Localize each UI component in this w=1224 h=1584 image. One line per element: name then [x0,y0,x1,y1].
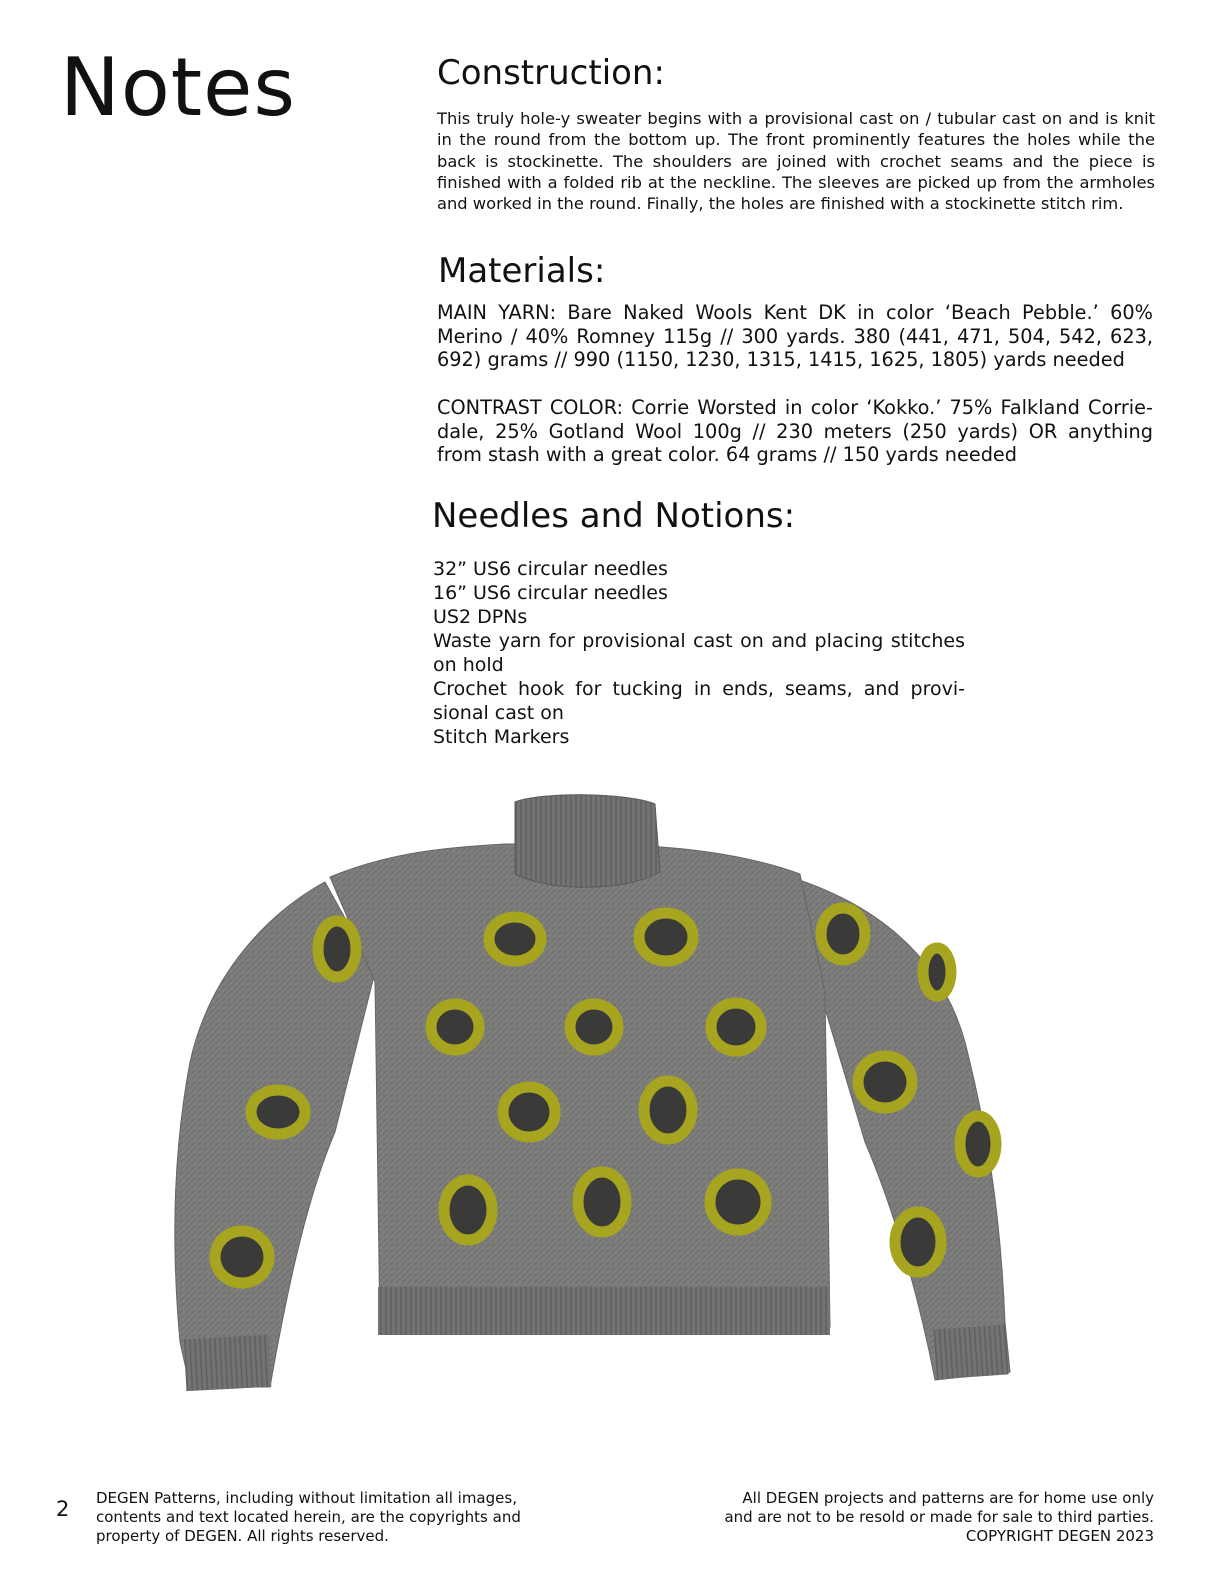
ring-hole [821,908,865,960]
ring-hole [578,1172,626,1232]
page-title: Notes [60,41,297,134]
ring-hole [318,921,356,977]
ring-hole [431,1004,479,1050]
ring-hole [215,1231,269,1283]
construction-heading: Construction: [437,53,665,93]
ring-hole [923,948,951,996]
ring-hole [639,913,693,961]
notions-list [433,557,965,749]
list-item: 16” US6 circular needles [433,582,668,604]
copyright-notice: DEGEN Patterns, including without limitation all images, contents and text located herein, are the copyrights and property of DEGEN. All rights reserved. [96,1489,521,1545]
copyright-line: COPYRIGHT DEGEN 2023 [965,1527,1154,1545]
construction-text: This truly hole-y sweater begins with a provisional cast on / tubular cast on and is knit in the round from the bottom up. The front prominently features the holes while the back is stockinette. The shoulders are joined with crochet seams and the piece is finished with a folded rib at the neckline. The sleeves are picked up from the armholes and worked in the round. Finally, the holes are finished with a stockinette stitch rim. [437,109,1155,214]
list-item: 32” US6 circular needles [433,558,668,580]
usage-notice [684,1489,1154,1546]
sweater-body [330,844,830,1332]
ring-hole [711,1003,761,1051]
ring-hole [503,1087,555,1137]
right-cuff [933,1324,1008,1379]
ring-hole [858,1056,912,1108]
ring-hole [570,1004,618,1050]
page-number: 2 [56,1497,70,1521]
ring-hole [644,1081,692,1139]
mock-neck-collar [515,795,660,888]
list-item: Crochet hook for tucking in ends, seams, and provisional cast on [433,678,965,724]
ring-hole [444,1180,492,1240]
list-item: Stitch Markers [433,726,570,748]
notions-heading: Needles and Notions: [432,496,796,536]
ring-hole [489,917,541,961]
usage-notice-line: All DEGEN projects and patterns are for home use only [742,1489,1154,1507]
materials-heading: Materials: [438,251,606,291]
list-item: US2 DPNs [433,606,528,628]
contrast-color-text: CONTRAST COLOR: Corrie Worsted in color ‘Kokko.’ 75% Falkland Corriedale, 25% Gotland Wool 100g // 230 meters (250 yards) OR anything from stash with a great color. 64 grams // 150 yards needed [437,396,1153,467]
ring-hole [960,1116,996,1172]
list-item: Waste yarn for provisional cast on and placing stitches on hold [433,630,965,676]
main-yarn-text: MAIN YARN: Bare Naked Wools Kent DK in color ‘Beach Pebble.’ 60% Merino / 40% Romney 115g // 300 yards. 380 (441, 471, 504, 542, 623, 692) grams // 990 (1150, 1230, 1315, 1415, 1625, 1805) yards needed [437,301,1153,372]
ring-hole [710,1174,766,1230]
ring-hole [251,1090,305,1134]
ring-hole [895,1212,941,1272]
hem-ribbing [378,1287,830,1335]
left-cuff [184,1335,272,1391]
sweater-photo [150,782,1050,1402]
usage-notice-line: and are not to be resold or made for sale to third parties. [724,1508,1154,1526]
